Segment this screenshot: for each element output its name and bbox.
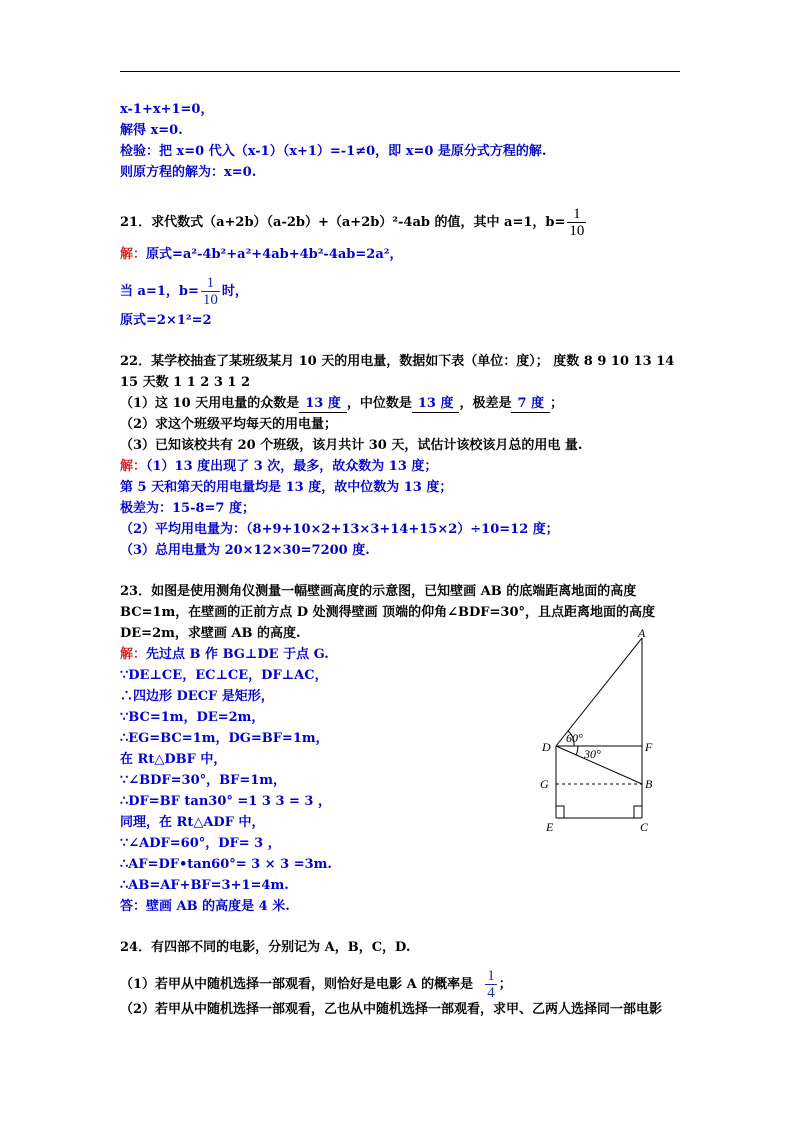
q22-solution-1: 解：（1）13 度出现了 3 次，最多，故众数为 13 度； — [120, 459, 438, 474]
label-C: C — [640, 820, 649, 834]
q23-solution-3: ∴四边形 DECF 是矩形， — [120, 689, 274, 704]
q23-solution-13: 答：壁画 AB 的高度是 4 米. — [120, 899, 290, 914]
q22-solution-2: 第 5 天和第天的用电量均是 13 度，故中位数为 13 度； — [120, 480, 453, 495]
q22-solution-4: （2）平均用电量为：（8+9+10×2+13×3+14+15×2）÷10=12 度； — [120, 522, 559, 537]
q23-question-line-3: DE=2m，求壁画 AB 的高度. — [120, 626, 301, 641]
q23-solution-5: ∴EG=BC=1m，DG=BF=1m， — [120, 731, 329, 746]
q21-b-fraction: $\frac{1}{10}$ — [569, 206, 585, 239]
q24-part-1: （1）若甲从中随机选择一部观看，则恰好是电影 A 的概率是 $\frac{1}{4}$ ； — [120, 968, 512, 1001]
q23-solution-6: 在 Rt△DBF 中， — [120, 752, 227, 767]
q22-median-answer: 13 度 — [412, 396, 460, 413]
q21-solution-2: 当 a=1，b= $\frac{1}{10}$ 时， — [120, 275, 248, 308]
q23-solution-9: 同理，在 Rt△ADF 中， — [120, 815, 265, 830]
q22-part-2: （2）求这个班级平均每天的用电量； — [120, 417, 338, 432]
q23-question-line-1: 23．如图是使用测角仪测量一幅壁画高度的示意图，已知壁画 AB 的底端距离地面的高度 — [120, 584, 637, 599]
q23-figure — [534, 628, 664, 838]
q24-question-line-1: 24．有四部不同的电影，分别记为 A，B，C，D. — [120, 940, 411, 955]
q22-part-1: （1）这 10 天用电量的众数是 13 度 ，中位数是 13 度 ，极差是 7 度 ； — [120, 396, 564, 411]
q23-solution-1: 解：先过点 B 作 BG⊥DE 于点 G. — [120, 647, 329, 662]
q22-part-3: （3）已知该校共有 20 个班级，该月共计 30 天，试估计该校该月总的用电 量. — [120, 438, 583, 453]
q23-question-line-2: BC=1m，在壁画的正前方点 D 处测得壁画 顶端的仰角∠BDF=30°，且点距离地面的高度 — [120, 605, 655, 620]
q22-mode-answer: 13 度 — [299, 396, 347, 413]
q24-probability-fraction: $\frac{1}{4}$ — [487, 968, 495, 1001]
q22-question-line-1: 22．某学校抽查了某班级某月 10 天的用电量，数据如下表（单位：度）； 度数 8 9 10 13 14 — [120, 354, 675, 369]
header-rule — [120, 71, 680, 72]
q23-solution-4: ∵BC=1m，DE=2m， — [120, 710, 265, 725]
q23-solution-10: ∵∠ADF=60°，DF= 3 ， — [120, 836, 281, 851]
q21-solution-1: 解：原式=a²-4b²+a²+4ab+4b²-4ab=2a²， — [120, 247, 403, 262]
q22-solution-5: （3）总用电量为 20×12×30=7200 度. — [120, 543, 370, 558]
label-F: F — [645, 740, 653, 754]
q23-solution-7: ∵∠BDF=30°，BF=1m， — [120, 773, 287, 788]
q21-question: 21．求代数式（a+2b）（a-2b）+（a+2b）²-4ab 的值，其中 a=1，b= $\frac{1}{10}$ — [120, 206, 585, 239]
q23-solution-11: ∴AF=DF•tan60°= 3 × 3 =3m. — [120, 857, 332, 872]
solution-label: 解： — [120, 247, 147, 262]
q21-sol-fraction: $\frac{1}{10}$ — [202, 275, 218, 308]
q21-solution-3: 原式=2×1²=2 — [120, 313, 212, 328]
q22-question-line-2: 15 天数 1 1 2 3 1 2 — [120, 375, 251, 390]
prev-solution-line-4: 则原方程的解为：x=0. — [120, 165, 257, 180]
q22-range-answer: 7 度 — [511, 396, 550, 413]
right-angle-C — [634, 806, 642, 818]
prev-solution-line-2: 解得 x=0. — [120, 123, 183, 138]
label-angle-30: 30° — [584, 747, 601, 761]
q23-solution-12: ∴AB=AF+BF=3+1=4m. — [120, 878, 289, 893]
q23-solution-8: ∴DF=BF tan30° =1 3 3 = 3 ， — [120, 794, 332, 809]
label-B: B — [645, 777, 653, 791]
q23-solution-2: ∵DE⊥CE，EC⊥CE，DF⊥AC， — [120, 668, 328, 683]
q22-solution-3: 极差为：15-8=7 度； — [120, 501, 255, 516]
q24-part-2: （2）若甲从中随机选择一部观看，乙也从中随机选择一部观看，求甲、乙两人选择同一部电影 — [120, 1002, 663, 1017]
solution-label: 解： — [120, 459, 147, 474]
right-angle-E — [556, 806, 564, 818]
line-DA — [556, 638, 642, 746]
solution-label: 解： — [120, 647, 147, 662]
arc-30 — [576, 746, 578, 755]
label-D: D — [542, 740, 551, 754]
label-G: G — [540, 777, 549, 791]
prev-solution-line-3: 检验：把 x=0 代入（x-1）（x+1）=-1≠0，即 x=0 是原分式方程的解. — [120, 144, 547, 159]
label-angle-60: 60° — [566, 731, 583, 745]
prev-solution-line-1: x-1+x+1=0， — [120, 102, 214, 117]
label-E: E — [546, 820, 554, 834]
label-A: A — [638, 628, 646, 640]
